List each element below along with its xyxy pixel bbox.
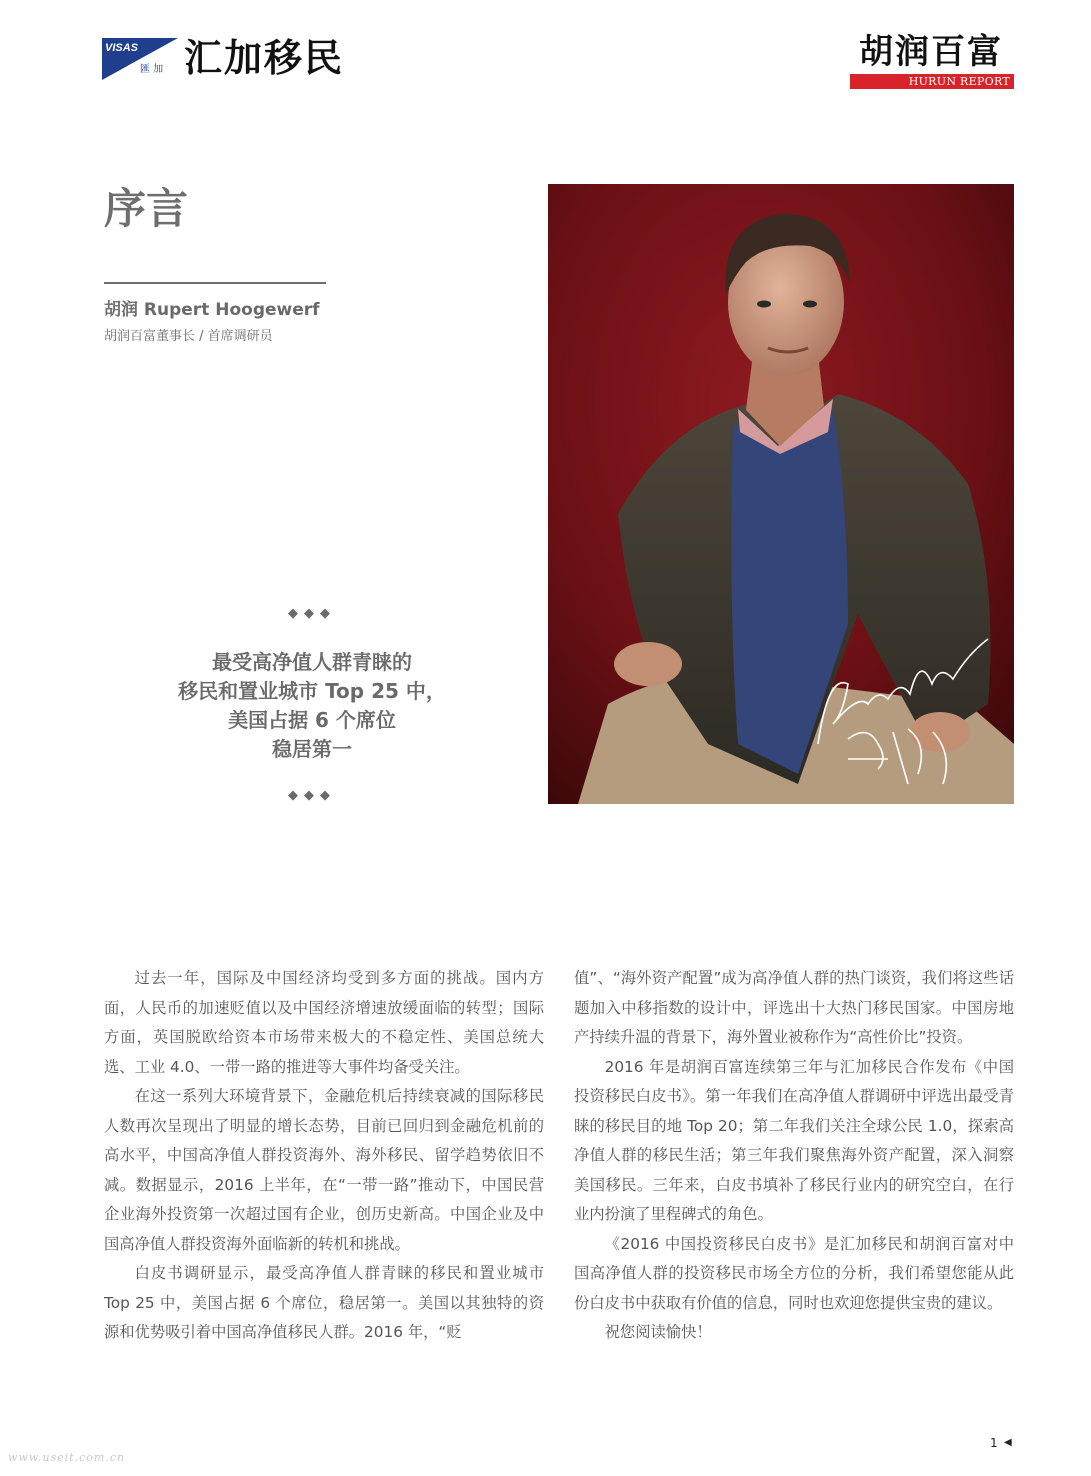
body-paragraph: 过去一年，国际及中国经济均受到多方面的挑战。国内方面，人民币的加速贬值以及中国经济增速放缓面临的转型；国际方面，英国脱欧给资本市场带来极大的不稳定性、美国总统大选、工业 4.0、一带一路的推进等大事件均备受关注。 bbox=[104, 969, 544, 1076]
visas-logo-sub: 匯 加 bbox=[140, 64, 164, 75]
body-paragraph-continued: 值”、“海外资产配置”成为高净值人群的热门谈资，我们将这些话题加入中移指数的设计中，评选出十大热门移民国家。中国房地产持续升温的背景下，海外置业被称作为“高性价比”投资。 bbox=[574, 969, 1014, 1046]
pull-quote-line: 美国占据 6 个席位 bbox=[228, 708, 396, 732]
watermark: www.useit.com.cn bbox=[8, 1451, 126, 1464]
body-paragraph: 《2016 中国投资移民白皮书》是汇加移民和胡润百富对中国高净值人群的投资移民市场全方位的分析，我们希望您能从此份白皮书中获取有价值的信息，同时也欢迎您提供宝贵的建议。 bbox=[574, 1234, 1014, 1312]
brand-name: 汇加移民 bbox=[184, 35, 345, 80]
page-title: 序言 bbox=[104, 184, 189, 233]
hurun-logo-cn: 胡润百富 bbox=[859, 32, 1003, 72]
pull-quote-line: 稳居第一 bbox=[272, 737, 352, 761]
author-name: 胡润 Rupert Hoogewerf bbox=[104, 300, 320, 320]
pull-quote bbox=[140, 648, 484, 764]
diamond-ornament-bottom: ◆◆◆ bbox=[288, 788, 336, 803]
hurun-logo-en: HURUN REPORT bbox=[850, 74, 1014, 89]
portrait-hand bbox=[910, 712, 970, 752]
pull-quote-line: 移民和置业城市 Top 25 中， bbox=[178, 679, 446, 703]
body-paragraph: 2016 年是胡润百富连续第三年与汇加移民合作发布《中国投资移民白皮书》。第一年我们在高净值人群调研中评选出最受青睐的移民目的地 Top 20；第二年我们关注全球公民 1.0，探索高净值人群的移民生活；第三年我们聚焦海外资产配置，深入洞察美国移民。三年来，白皮书填补了移民行业内的研究空白，在行业内扮演了里程碑式的角色。 bbox=[574, 1057, 1014, 1223]
pull-quote-line: 最受高净值人群青睐的 bbox=[212, 650, 412, 674]
body-column-right bbox=[574, 964, 1014, 1348]
portrait-hand bbox=[614, 642, 682, 686]
visas-logo-text: VISAS bbox=[105, 42, 139, 54]
page-arrow-icon: ◀ bbox=[1004, 1437, 1012, 1448]
body-paragraph: 祝您阅读愉快！ bbox=[604, 1323, 712, 1341]
page-number: 1 bbox=[990, 1436, 998, 1450]
author-title: 胡润百富董事长 / 首席调研员 bbox=[104, 329, 273, 344]
visas-logo bbox=[102, 36, 178, 80]
body-paragraph: 在这一系列大环境背景下，金融危机后持续衰减的国际移民人数再次呈现出了明显的增长态势，目前已回归到金融危机前的高水平，中国高净值人群投资海外、海外移民、留学趋势依旧不减。数据显示，2016 上半年，在“一带一路”推动下，中国民营企业海外投资第一次超过国有企业，创历史新高。中国企业及中国高净值人群投资海外面临新的转机和挑战。 bbox=[104, 1087, 544, 1253]
hurun-logo bbox=[848, 32, 1014, 90]
body-paragraph: 白皮书调研显示，最受高净值人群青睐的移民和置业城市 Top 25 中，美国占据 6 个席位，稳居第一。美国以其独特的资源和优势吸引着中国高净值移民人群。2016 年，“贬 bbox=[104, 1264, 544, 1341]
diamond-ornament-top: ◆◆◆ bbox=[288, 606, 336, 621]
title-divider bbox=[104, 282, 326, 284]
portrait-photo bbox=[548, 184, 1014, 804]
body-column-left bbox=[104, 964, 544, 1348]
